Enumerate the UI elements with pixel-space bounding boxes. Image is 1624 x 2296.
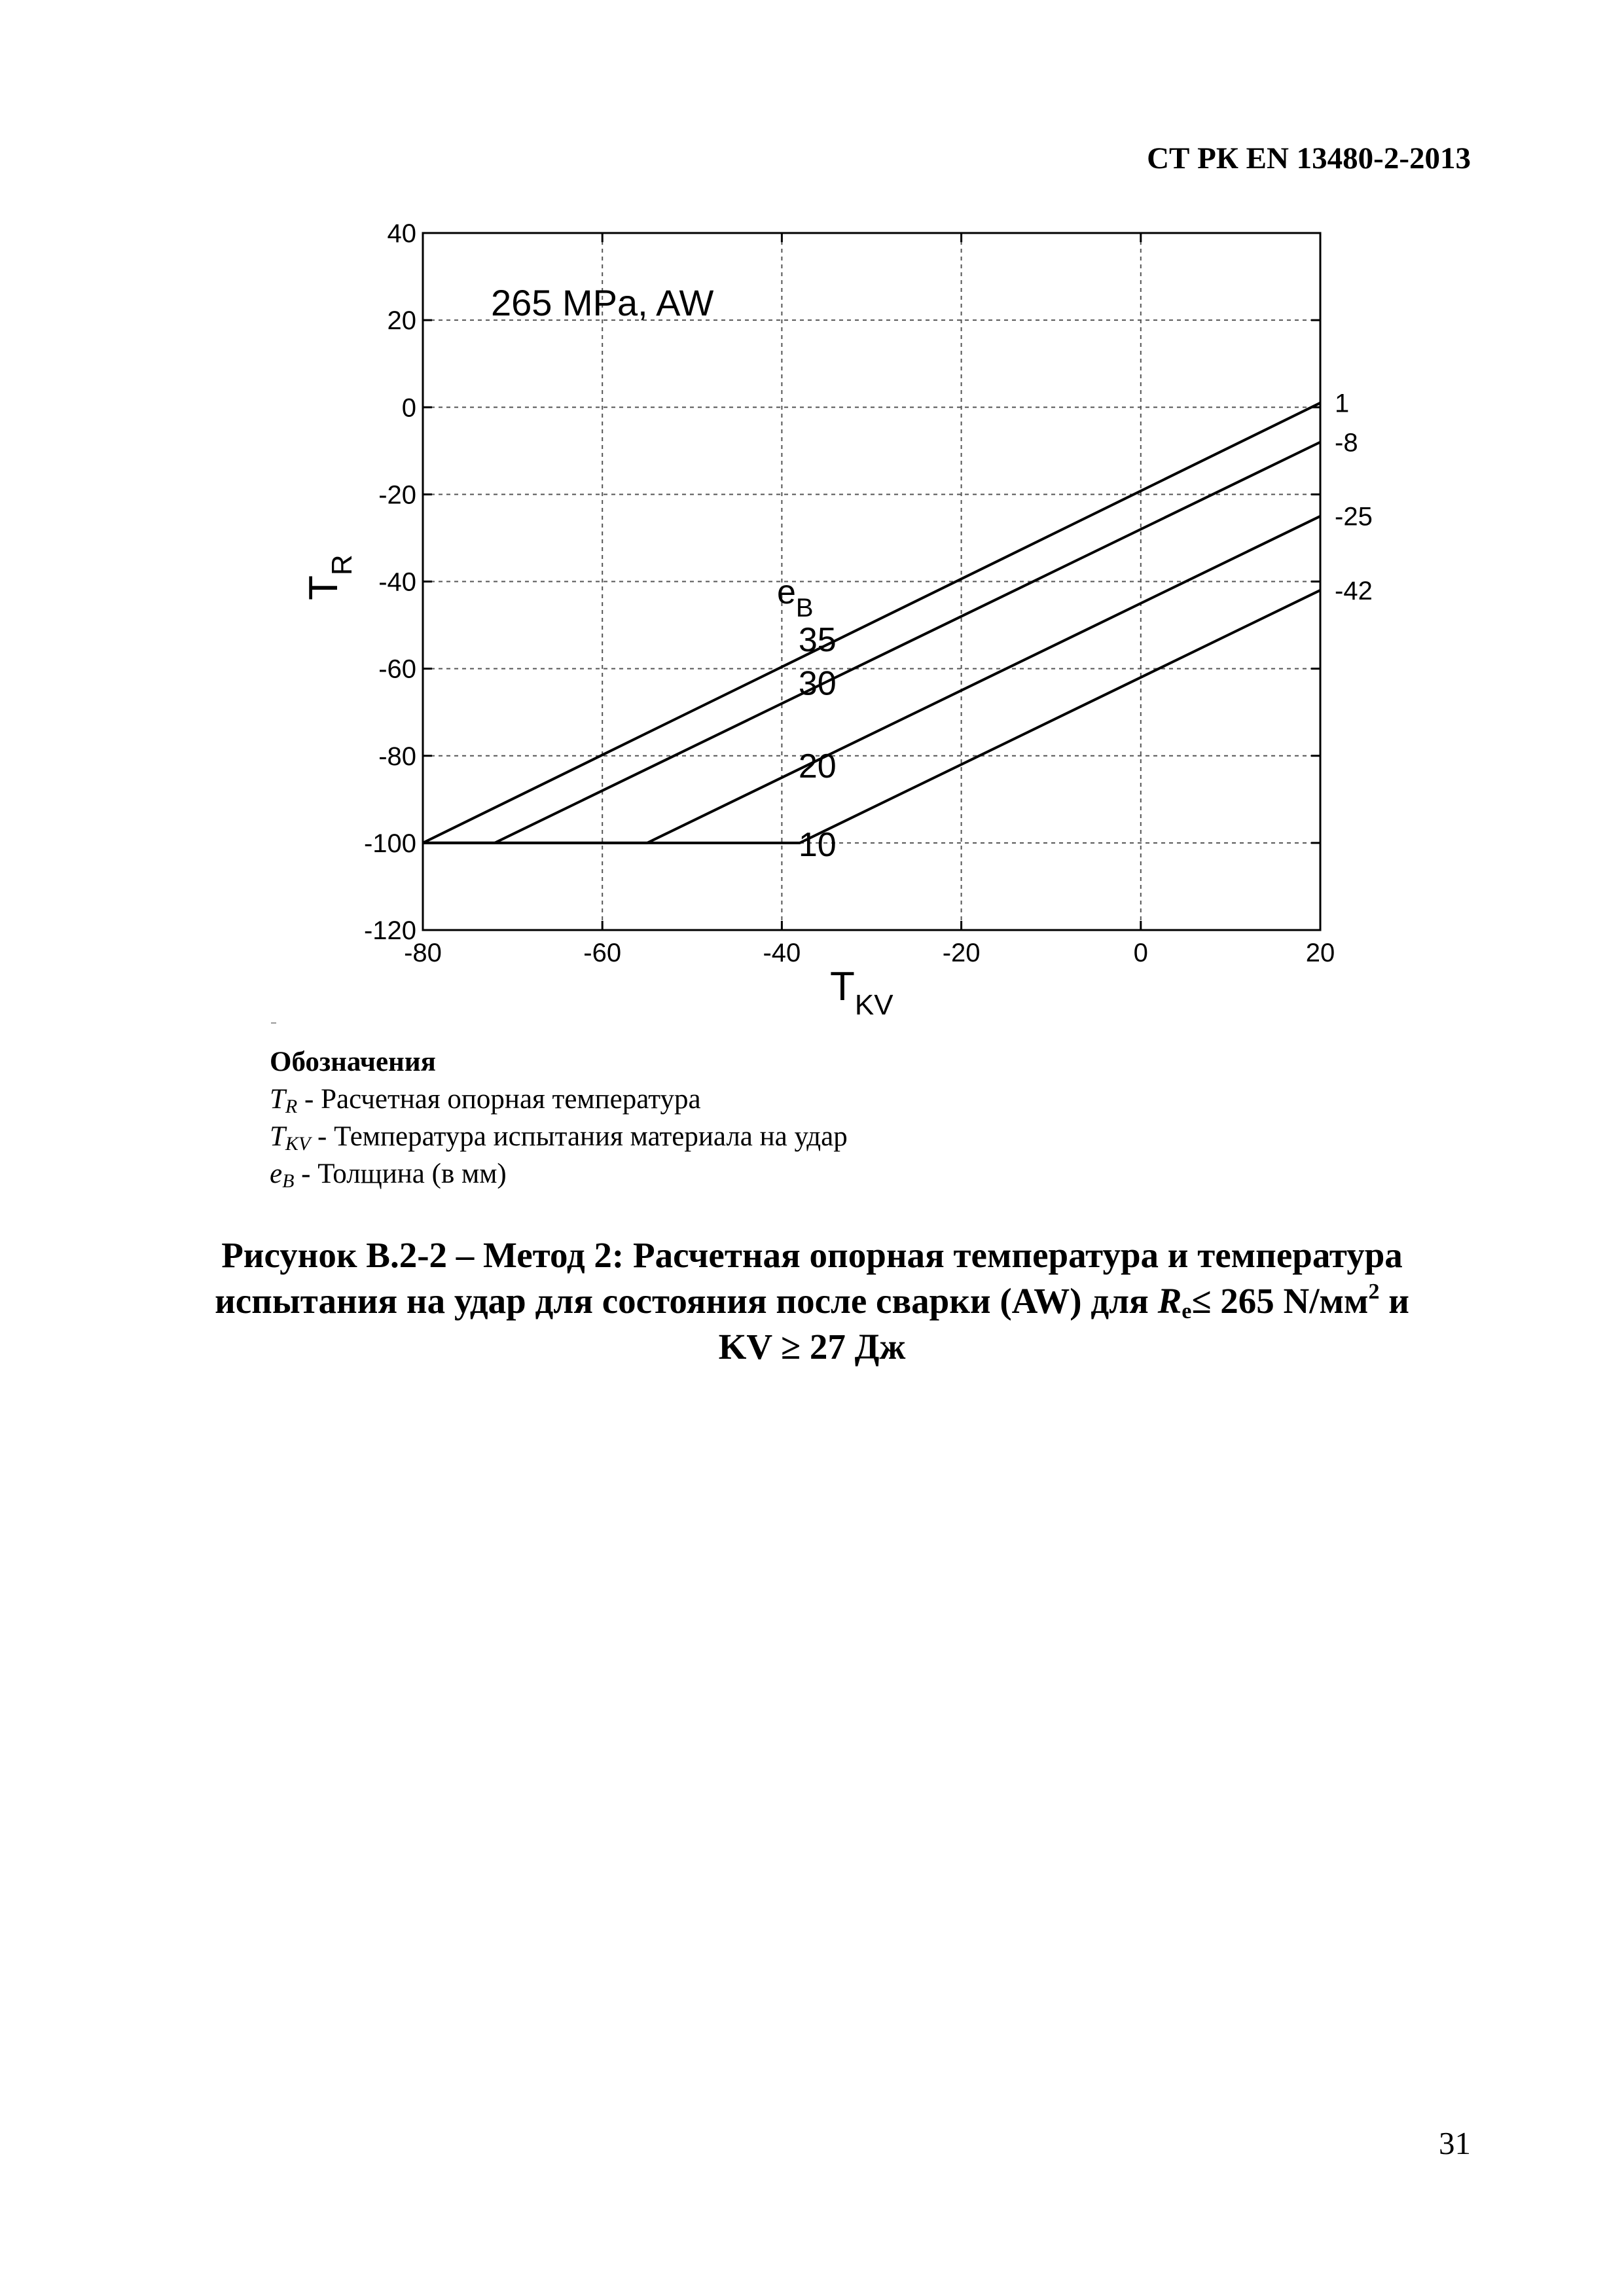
chart-title: 265 MPa, AW: [491, 282, 714, 323]
svg-text:TR: $T_R$: [301, 554, 358, 600]
series-label-35: 35: [798, 621, 837, 660]
series-line-20: [423, 516, 1320, 843]
y-tick-label: 0: [401, 393, 416, 423]
y-axis-label: [301, 554, 358, 600]
series-lines: [423, 403, 1320, 843]
y-tick-label: -60: [378, 655, 416, 684]
chart: [0, 0, 1624, 1047]
series-labels: [799, 621, 837, 864]
x-tick-label: 0: [1133, 939, 1148, 967]
series-end-label: -42: [1335, 576, 1373, 605]
series-line-10: [423, 590, 1320, 843]
legend-item-tkv: $T_{KV}$ - Температура испытания материала на удар: [270, 1121, 848, 1155]
series-line-35: [423, 403, 1320, 843]
y-tick-labels: [364, 219, 416, 945]
series-label-30: 30: [798, 664, 837, 703]
series-end-label: -25: [1335, 502, 1373, 531]
caption-line-3: KV ≥ 27 Дж: [718, 1327, 906, 1367]
series-header: $e_B$: [777, 573, 814, 622]
y-tick-label: -40: [378, 567, 416, 597]
x-tick-label: -60: [583, 939, 622, 967]
y-tick-label: 40: [387, 219, 416, 248]
figure-caption: [131, 1232, 1493, 1370]
series-label-20: 20: [798, 747, 837, 786]
caption-line-1: Рисунок В.2-2 – Метод 2: Расчетная опорная температура и температура: [221, 1235, 1403, 1275]
y-tick-label: 20: [387, 306, 416, 336]
series-end-label: -8: [1335, 428, 1358, 457]
legend-item-tr: $T_R$ - Расчетная опорная температура: [270, 1084, 701, 1117]
caption-line-2: испытания на удар для состояния после сварки (AW) для $R_e\le 265$ $N/мм^2$ и: [215, 1280, 1409, 1323]
x-tick-label: -40: [763, 939, 801, 967]
end-labels: [1335, 389, 1373, 605]
document-header: СТ РК EN 13480-2-2013: [1147, 141, 1471, 175]
y-tick-label: -100: [363, 829, 416, 858]
x-tick-labels: [404, 939, 1335, 967]
legend: [270, 1043, 848, 1193]
x-tick-label: 20: [1305, 939, 1335, 967]
page-number: 31: [1439, 2125, 1471, 2161]
series-label-10: 10: [798, 825, 837, 864]
series-line-30: [423, 442, 1320, 843]
x-tick-label: -20: [942, 939, 981, 967]
x-axis-label: $T_{KV}$: [830, 964, 893, 1021]
stray-mark: [271, 1022, 276, 1024]
y-tick-label: -120: [363, 916, 416, 945]
legend-title: Обозначения: [270, 1047, 436, 1077]
y-tick-label: -80: [378, 742, 416, 771]
x-tick-label: -80: [404, 939, 442, 967]
series-end-label: 1: [1335, 389, 1350, 418]
y-tick-label: -20: [378, 480, 416, 510]
legend-item-eb: $e_B$ - Толщина (в мм): [270, 1158, 507, 1192]
